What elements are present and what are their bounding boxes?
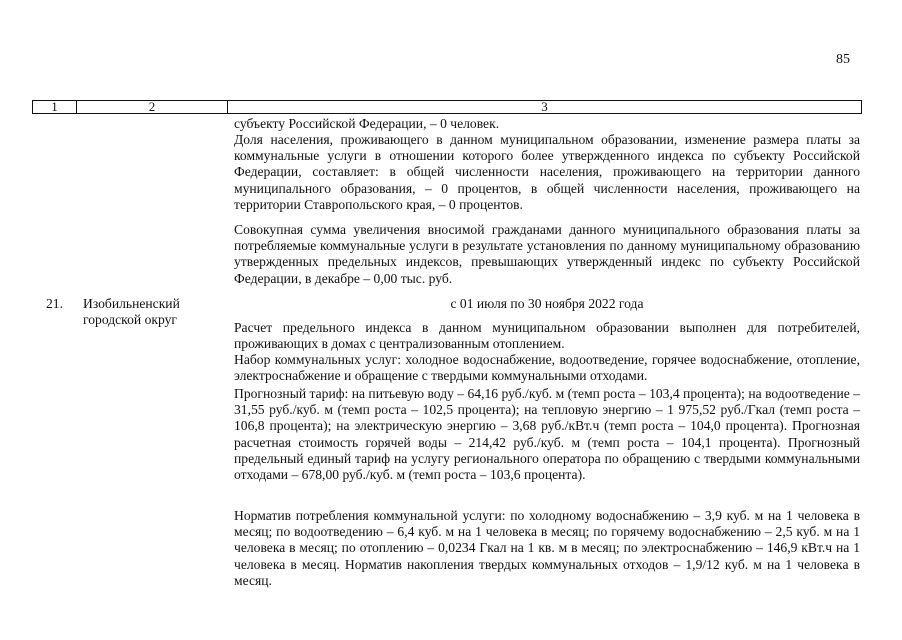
continuation-paragraph-1: субъекту Российской Федерации, – 0 человек.	[234, 116, 500, 131]
row-paragraph-2: Набор коммунальных услуг: холодное водоснабжение, водоотведение, горячее водоснабжение, отопление, электроснабжение и обращение с твердыми коммунальными отходами.	[234, 352, 860, 384]
row-paragraph-4: Норматив потребления коммунальной услуги: по холодному водоснабжению – 3,9 куб. м на 1 человека в месяц; по водоотведению – 6,4 куб. м на 1 человека в месяц; по горячему водоснабжению – 2,5 куб. м на 1 человека в месяц; по отоплению – 0,0234 Гкал на 1 кв. м в месяц; по электроснабжению – 146,9 кВт.ч на 1 человека в месяц. Норматив накопления твердых коммунальных отходов – 1,9/12 куб. м на 1 человека в месяц.	[234, 508, 860, 588]
continuation-paragraph-3: Совокупная сумма увеличения вносимой гражданами данного муниципального образования платы за потребляемые коммунальные услуги в результате установления по данному муниципальному образованию утвержденных предельных индексов, превышающих утвержденный индекс по субъекту Российской Федерации, в декабре – 0,00 тыс. руб.	[234, 222, 860, 286]
period-heading: с 01 июля по 30 ноября 2022 года	[450, 296, 644, 311]
table-header-col-3: 3	[541, 99, 548, 114]
municipality-name: Изобильненский городской округ	[83, 296, 180, 328]
continuation-paragraph-2: Доля населения, проживающего в данном муниципальном образовании, изменение размера платы за коммунальные услуги в отношении которого более утвержденного индекса по субъекту Российской Федерации, составляет: в общей численности населения, проживающего на территории данного муниципального образования, – 0 процентов, в общей численности населения, проживающего на территории Ставропольского края, – 0 процентов.	[234, 132, 860, 212]
row-number: 21.	[46, 296, 63, 311]
row-paragraph-1: Расчет предельного индекса в данном муниципальном образовании выполнен для потребителей, проживающих в домах с централизованным отоплением.	[234, 320, 860, 352]
row-paragraph-3: Прогнозный тариф: на питьевую воду – 64,16 руб./куб. м (темп роста – 103,4 процента); на водоотведение – 31,55 руб./куб. м (темп роста – 102,5 процента); на тепловую энергию – 1 975,52 руб./Гкал (темп роста – 106,8 процента); на электрическую энергию – 3,68 руб./кВт.ч (темп роста – 104,0 процента). Прогнозная расчетная стоимость горячей воды – 214,42 руб./куб. м (темп роста – 104,1 процента). Прогнозный предельный единый тариф на услугу регионального оператора по обращению с твердыми коммунальными отходами – 678,00 руб./куб. м (темп роста – 103,6 процента).	[234, 386, 860, 483]
table-header-row	[32, 100, 862, 114]
page-number: 85	[836, 52, 850, 67]
table-header-col-2: 2	[77, 101, 228, 113]
table-header-col-1: 1	[33, 101, 77, 113]
